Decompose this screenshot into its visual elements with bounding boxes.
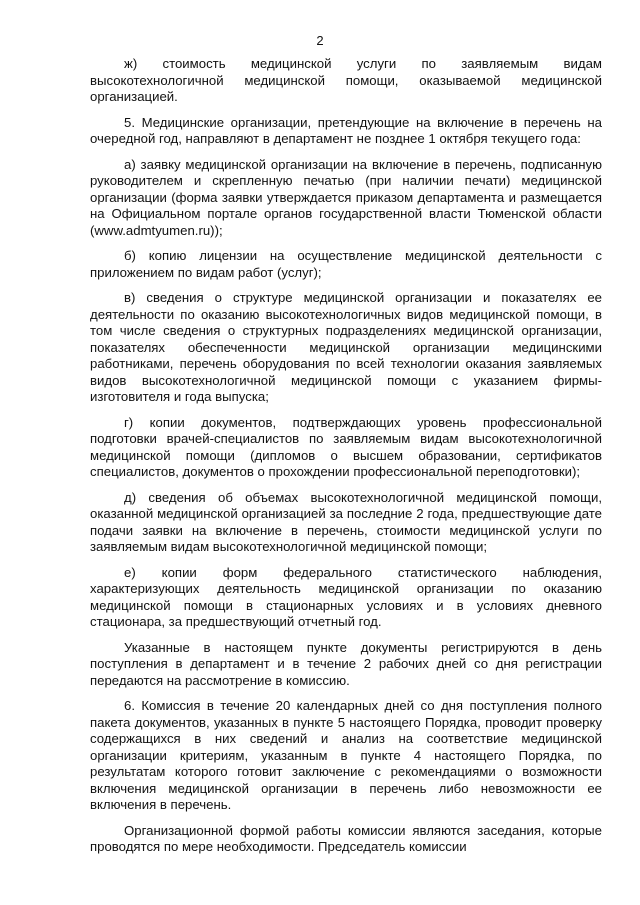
paragraph-registration-note: Указанные в настоящем пункте документы регистрируются в день поступления в департамент и в течение 2 рабочих дней со дня регистрации передаются на рассмотрение в комиссию. bbox=[90, 639, 602, 688]
paragraph-item-v: в) сведения о структуре медицинской организации и показателях ее деятельности по оказанию высокотехнологичных видов медицинской помощи, в том числе сведения о структурных подразделениях медицинской организации, показателях обеспеченности медицинской организации медицинскими работниками, перечень оборудования по всей технологии оказания заявляемых видов высокотехнологичной медицинской помощи с указанием фирмы-изготовителя и года выпуска; bbox=[90, 290, 602, 404]
paragraph-point-6: 6. Комиссия в течение 20 календарных дней со дня поступления полного пакета документов, указанных в пункте 5 настоящего Порядка, проводит проверку содержащихся в них сведений и анализ на соответствие медицинской организации критериям, указанным в пункте 4 настоящего Порядка, по результатам которого готовит заключение с рекомендациями о возможности включения медицинской организации в перечень либо невозможности ее включения в перечень. bbox=[90, 698, 602, 812]
paragraph-item-e: е) копии форм федерального статистического наблюдения, характеризующих деятельность медицинской организации по оказанию медицинской помощи в стационарных условиях и в условиях дневного стационара, за предшествующий отчетный год. bbox=[90, 564, 602, 629]
paragraph-item-d: д) сведения об объемах высокотехнологичной медицинской помощи, оказанной медицинской организацией за последние 2 года, предшествующие дате подачи заявки на включение в перечень, стоимости медицинской услуги по заявляемым видам высокотехнологичной медицинской помощи; bbox=[90, 489, 602, 554]
paragraph-item-b: б) копию лицензии на осуществление медицинской деятельности с приложением по видам работ (услуг); bbox=[90, 248, 602, 280]
paragraph-item-zh: ж) стоимость медицинской услуги по заявляемым видам высокотехнологичной медицинской помощи, оказываемой медицинской организацией. bbox=[90, 56, 602, 104]
paragraph-item-g: г) копии документов, подтверждающих уровень профессиональной подготовки врачей-специалистов по заявляемым видам высокотехнологичной медицинской помощи (дипломов о высшем образовании, сертификатов специалистов, документов о прохождении профессиональной переподготовки); bbox=[90, 414, 602, 479]
paragraph-item-a: а) заявку медицинской организации на включение в перечень, подписанную руководителем и скрепленную печатью (при наличии печати) медицинской организации (форма заявки утверждается приказом департамента и размещается на Официальном портале органов государственной власти Тюменской области (www.admtyumen.ru)); bbox=[90, 156, 602, 238]
paragraph-commission-meetings: Организационной формой работы комиссии являются заседания, которые проводятся по мере необходимости. Председатель комиссии bbox=[90, 822, 602, 854]
document-body bbox=[90, 56, 602, 864]
page-number: 2 bbox=[316, 33, 324, 48]
paragraph-point-5: 5. Медицинские организации, претендующие на включение в перечень на очередной год, направляют в департамент не позднее 1 октября текущего года: bbox=[90, 114, 602, 146]
